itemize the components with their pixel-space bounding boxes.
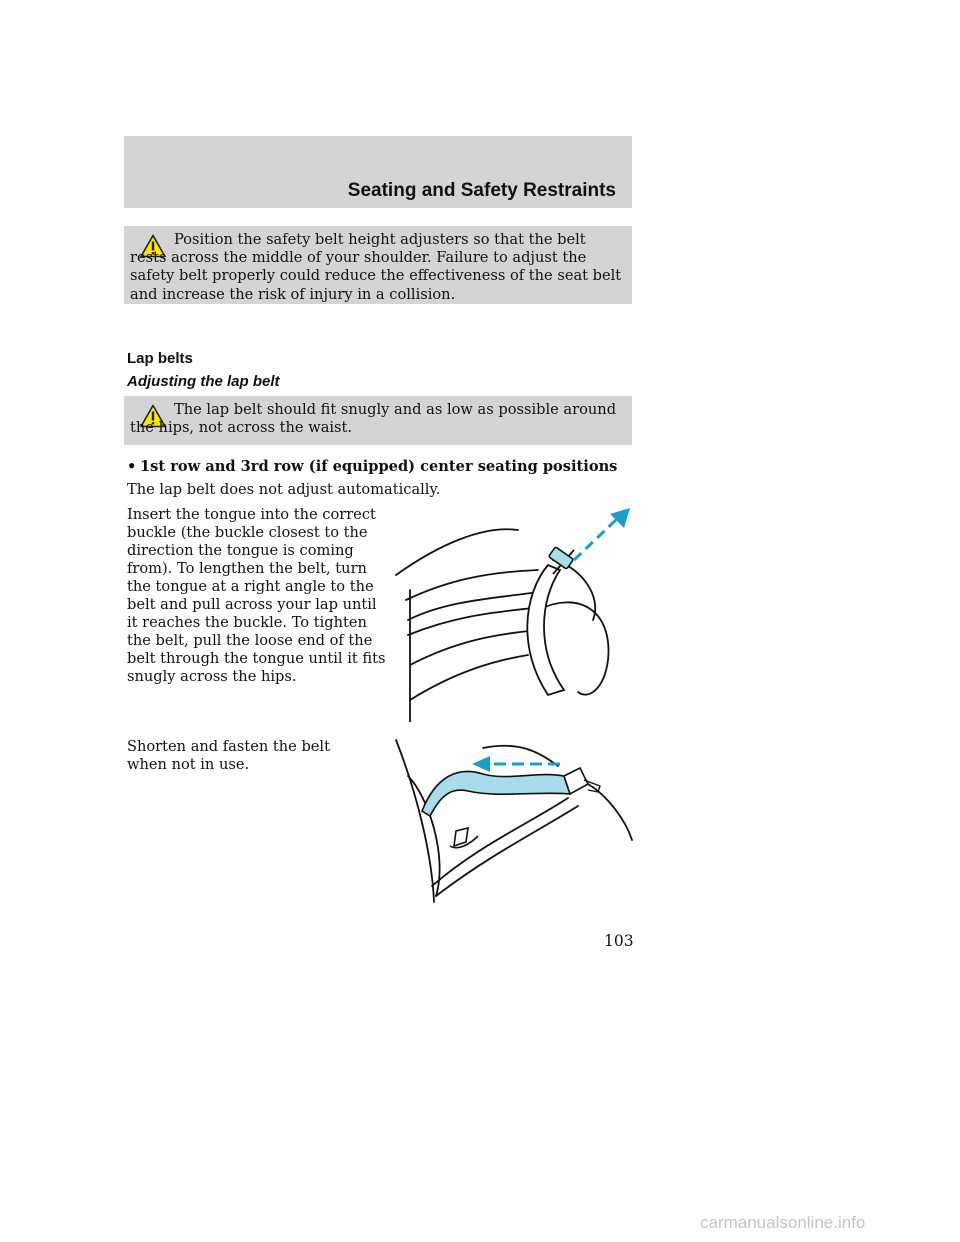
warning-text: Position the safety belt height adjusters so that the belt rests across the middle of your shoulder. Failure to adjust the safety belt properly could reduce the effectiveness of the seat belt and increase the risk of injury in a collision. — [130, 231, 622, 303]
lap-belt-shorten-illustration — [388, 736, 636, 904]
warning-box-shoulder-belt — [124, 226, 632, 304]
bullet-marker: • — [127, 458, 137, 475]
paragraph: Shorten and fasten the belt when not in use. — [127, 738, 330, 773]
sub-heading: Adjusting the lap belt — [127, 373, 280, 390]
warning-text: The lap belt should fit snugly and as low as possible around the hips, not across the waist. — [130, 401, 617, 437]
lap-belt-lengthen-illustration — [378, 500, 640, 722]
watermark-text: carmanualsonline.info — [700, 1213, 866, 1232]
section-heading: Lap belts — [127, 350, 193, 367]
bullet-item — [127, 458, 617, 475]
warning-box-lap-belt — [124, 396, 632, 445]
bullet-text: 1st row and 3rd row (if equipped) center seating positions — [140, 458, 618, 475]
paragraph: Insert the tongue into the correct buckle (the buckle closest to the direction the tongue is coming from). To lengthen the belt, turn the tongue at a right angle to the belt and pull across your lap until it reaches the buckle. To tighten the belt, pull the loose end of the belt through the tongue until it fits snugly across the hips. — [127, 506, 386, 685]
page-header-title: Seating and Safety Restraints — [347, 180, 616, 201]
paragraph: The lap belt does not adjust automatically. — [127, 481, 441, 498]
header-band — [124, 136, 632, 208]
page-number: 103 — [604, 932, 634, 950]
